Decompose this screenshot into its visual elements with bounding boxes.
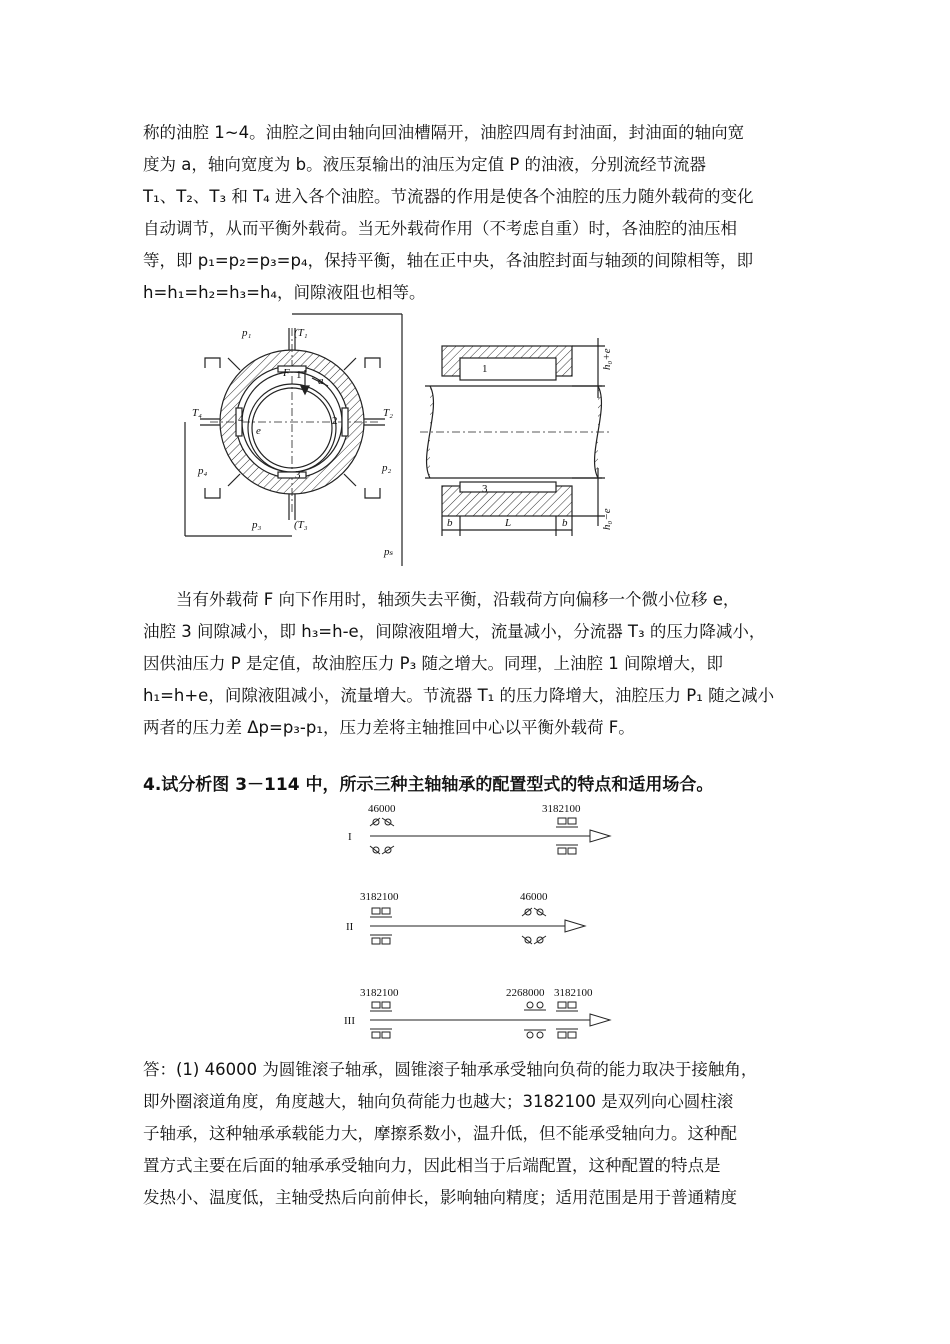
row-3-numeral: III bbox=[344, 1015, 355, 1027]
label-length: L bbox=[505, 517, 512, 529]
label-p1: p₁ bbox=[242, 327, 252, 339]
configuration-row-2 bbox=[370, 908, 585, 944]
hydrostatic-bearing-figure bbox=[180, 308, 620, 578]
configuration-row-3 bbox=[370, 1002, 610, 1038]
label-p3: p₃ bbox=[252, 519, 262, 531]
row-3-mid-bearing-label: 2268000 bbox=[506, 987, 545, 999]
label-pocket-1: 1 bbox=[296, 369, 302, 381]
label-ps: pₛ bbox=[384, 546, 394, 558]
question-heading: 4.试分析图 3－114 中，所示三种主轴轴承的配置型式的特点和适用场合。 bbox=[143, 775, 714, 795]
row-1-right-bearing-label: 3182100 bbox=[542, 803, 581, 815]
text-line: 答：(1) 46000 为圆锥滚子轴承，圆锥滚子轴承承受轴向负荷的能力取决于接触角， bbox=[143, 1060, 758, 1079]
label-h-bottom: h₀−e bbox=[601, 508, 613, 530]
text-line: 油腔 3 间隙减小，即 h₃=h-e，间隙液阻增大，流量减小，分流器 T₃ 的压力降减小， bbox=[143, 622, 766, 641]
text-line: 因供油压力 P 是定值，故油腔压力 P₃ 随之增大。同理，上油腔 1 间隙增大，即 bbox=[143, 654, 723, 673]
text-line: h=h₁=h₂=h₃=h₄，间隙液阻也相等。 bbox=[143, 283, 426, 302]
label-pocket-2: 2 bbox=[332, 415, 338, 427]
answer-paragraph bbox=[143, 1054, 811, 1214]
paragraph-load-response bbox=[143, 584, 811, 744]
label-row-3: 3 bbox=[482, 483, 488, 495]
label-p4: p₄ bbox=[198, 465, 208, 477]
text-line: 两者的压力差 Δp=p₃-p₁，压力差将主轴推回中心以平衡外载荷 F。 bbox=[143, 718, 635, 737]
text-line: 度为 a，轴向宽度为 b。液压泵输出的油压为定值 P 的油液，分别流经节流器 bbox=[143, 155, 707, 174]
row-2-right-bearing-label: 46000 bbox=[520, 891, 548, 903]
label-t1: (T₁ bbox=[294, 327, 308, 339]
label-h-top: h₀+e bbox=[601, 348, 613, 370]
label-row-1: 1 bbox=[482, 363, 488, 375]
label-a: a bbox=[318, 375, 324, 387]
text-line: T₁、T₂、T₃ 和 T₄ 进入各个油腔。节流器的作用是使各个油腔的压力随外载荷的变化 bbox=[143, 187, 754, 206]
label-t4: T₄ bbox=[192, 407, 202, 419]
longitudinal-view bbox=[420, 338, 610, 536]
row-1-numeral: I bbox=[348, 831, 352, 843]
label-f: F bbox=[283, 367, 290, 379]
text-line: h₁=h+e，间隙液阻减小，流量增大。节流器 T₁ 的压力降增大，油腔压力 P₁ 随之减小 bbox=[143, 686, 775, 705]
text-line: 自动调节，从而平衡外载荷。当无外载荷作用（不考虑自重）时，各油腔的油压相 bbox=[143, 219, 737, 238]
label-pocket-3: 3 bbox=[295, 469, 301, 481]
text-line: 当有外载荷 F 向下作用时，轴颈失去平衡，沿载荷方向偏移一个微小位移 e， bbox=[143, 590, 740, 609]
text-line: 发热小、温度低，主轴受热后向前伸长，影响轴向精度；适用范围是用于普通精度 bbox=[143, 1188, 737, 1207]
row-1-left-bearing-label: 46000 bbox=[368, 803, 396, 815]
configuration-row-1 bbox=[370, 818, 610, 854]
label-pocket-4: 4 bbox=[238, 413, 244, 425]
label-b-left: b bbox=[447, 517, 453, 529]
label-t3: (T₃ bbox=[294, 519, 308, 531]
text-line: 子轴承，这种轴承承载能力大，摩擦系数小，温升低，但不能承受轴向力。这种配 bbox=[143, 1124, 737, 1143]
text-line: 置方式主要在后面的轴承承受轴向力，因此相当于后端配置，这种配置的特点是 bbox=[143, 1156, 721, 1175]
label-t2: T₂ bbox=[383, 407, 393, 419]
row-2-numeral: II bbox=[346, 921, 354, 933]
label-p2: p₂ bbox=[382, 462, 392, 474]
spindle-bearing-configurations-figure bbox=[340, 800, 620, 1040]
row-3-left-bearing-label: 3182100 bbox=[360, 987, 399, 999]
label-e: e bbox=[256, 425, 261, 437]
row-2-left-bearing-label: 3182100 bbox=[360, 891, 399, 903]
paragraph-hydrostatic-intro bbox=[143, 117, 811, 309]
text-line: 即外圈滚道角度，角度越大，轴向负荷能力也越大；3182100 是双列向心圆柱滚 bbox=[143, 1092, 734, 1111]
row-3-right-bearing-label: 3182100 bbox=[554, 987, 593, 999]
label-b-right: b bbox=[562, 517, 568, 529]
text-line: 等，即 p₁=p₂=p₃=p₄，保持平衡，轴在正中央，各油腔封面与轴颈的间隙相等，即 bbox=[143, 251, 754, 270]
text-line: 称的油腔 1~4。油腔之间由轴向回油槽隔开，油腔四周有封油面，封油面的轴向宽 bbox=[143, 123, 745, 142]
